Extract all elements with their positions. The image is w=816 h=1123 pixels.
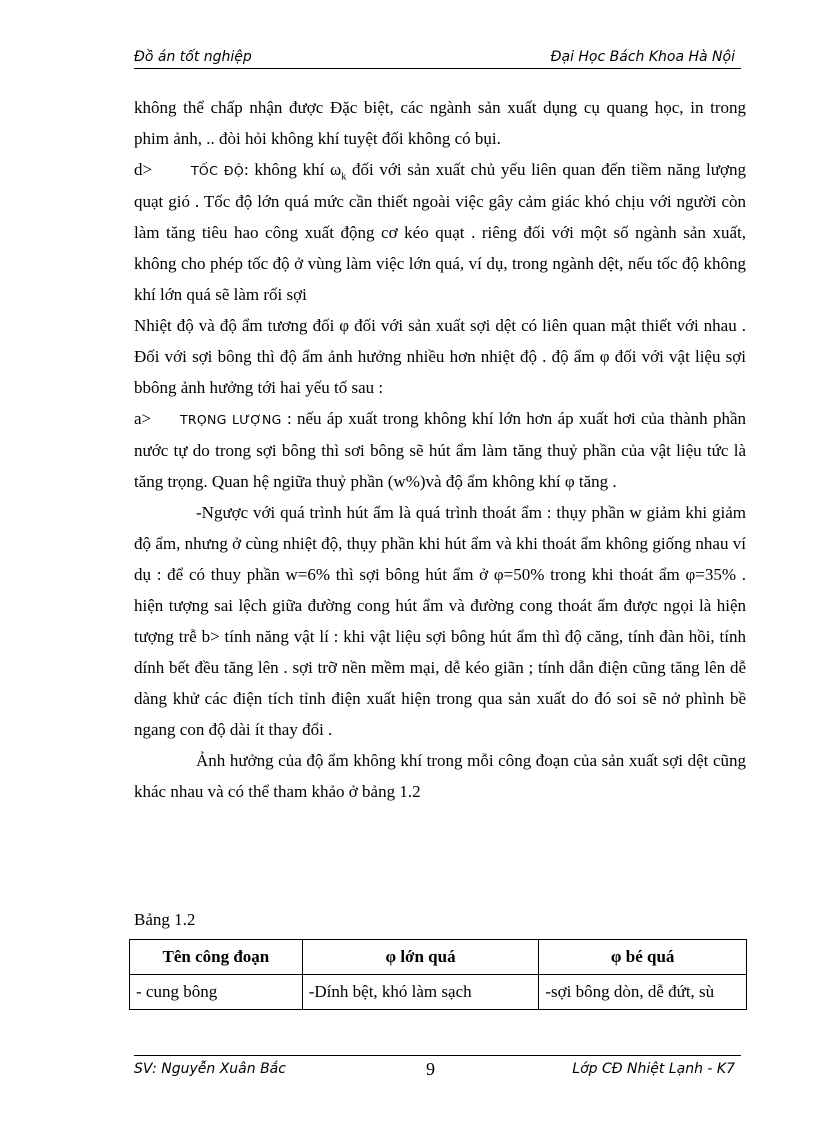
table-row [130, 975, 747, 1010]
header-left: Đồ án tốt nghiệp [134, 49, 252, 65]
table-cell: - cung bông [130, 975, 303, 1010]
item-label-a: a> [134, 409, 152, 428]
page-footer [134, 1055, 741, 1079]
paragraph-6: Ảnh hưởng của độ ẩm không khí trong mỗi công đoạn của sản xuất sợi dệt cũng khác nhau và có thể tham khảo ở bảng 1.2 [134, 751, 746, 801]
paragraph-2 [134, 154, 746, 310]
table-header-cell: Tên công đoạn [130, 940, 303, 975]
table-cell: -sợi bông dòn, dễ đứt, sù [539, 975, 747, 1010]
paragraph-2-text-b: đối với sản xuất chủ yếu liên quan đến tiềm năng lượng quạt gió . Tốc độ lớn quá mức cần thiết ngoài việc gây cảm giác khó chịu với người còn làm tăng tiêu hao công xuất động cơ kéo quạt . riêng đối với một số ngành sản xuất, không cho phép tốc độ ở vùng làm việc lớn quá, ví dụ, trong ngành dệt, nếu tốc độ không khí lớn quá sẽ làm rối sợi [134, 160, 746, 304]
table-header-row [130, 940, 747, 975]
paragraph-3: Nhiệt độ và độ ẩm tương đối φ đối với sản xuất sợi dệt có liên quan mật thiết với nhau . Đối với sợi bông thì độ ẩm ảnh hưởng nhiều hơn nhiệt độ . độ ẩm φ đối với vật liệu sợi bbông ảnh hưởng tới hai yếu tố sau : [134, 316, 746, 397]
paragraph-2-text-a: : không khí ω [243, 160, 342, 179]
page-header [134, 48, 741, 69]
paragraph-4-text: : nếu áp xuất trong không khí lớn hơn áp xuất hơi của thành phần nước tự do trong sợi bông thì sơi bông sẽ hút ẩm làm tăng thuỷ phần của vật liệu tức là tăng trọng. Quan hệ ngiữa thuỷ phần (w%)và độ ẩm không khí φ tăng . [134, 409, 747, 491]
page-number: 9 [426, 1059, 435, 1079]
item-label-d: d> [134, 160, 153, 179]
table-header-cell: φ lớn quá [302, 940, 539, 975]
footer-author: SV: Nguyễn Xuân Bắc [134, 1061, 286, 1077]
paragraph-5: -Ngược với quá trình hút ẩm là quá trình thoát ẩm : thụy phần w giảm khi giảm độ ẩm, nhưng ở cùng nhiệt độ, thụy phần khi hút ẩm và khi thoát ẩm không giống nhau ví dụ : để có thuy phần w=6% thì sợi bông hút ẩm ở φ=50% trong khi thoát ẩm φ=35% . hiện tượng sai lệch giữa đường cong hút ẩm và đường cong thoát ẩm được ngọi là hiện tượng trễ b> tính năng vật lí : khi vật liệu sợi bông hút ẩm thì độ căng, tính đàn hồi, tính dính bết đều tăng lên . sợi trỡ nền mềm mại, dễ kéo giãn ; tính dẫn điện cũng tăng lên dễ dàng khử các điện tích tỉnh điện xuất hiện trong qua sản xuất do đó soi sẽ nở phình bề ngang con độ dài ít thay đổi . [134, 503, 746, 739]
paragraph-4 [134, 403, 746, 497]
heading-toc-do: TỐC ĐỘ [191, 163, 244, 178]
humidity-table [129, 939, 747, 1010]
omega-subscript: k [341, 171, 347, 183]
footer-class: Lớp CĐ Nhiệt Lạnh - K7 [572, 1061, 735, 1077]
header-right: Đại Học Bách Khoa Hà Nội [550, 49, 735, 65]
table-caption: Bảng 1.2 [134, 910, 196, 929]
table-cell: -Dính bệt, khó làm sạch [302, 975, 539, 1010]
document-body [134, 92, 746, 807]
heading-trong-luong: TRỌNG LƯỢNG [180, 412, 282, 427]
paragraph-1: không thể chấp nhận được Đặc biệt, các ngành sản xuất dụng cụ quang học, in trong phim ảnh, .. đòi hỏi không khí tuyệt đối không có bụi. [134, 98, 746, 148]
table-header-cell: φ bé quá [539, 940, 747, 975]
